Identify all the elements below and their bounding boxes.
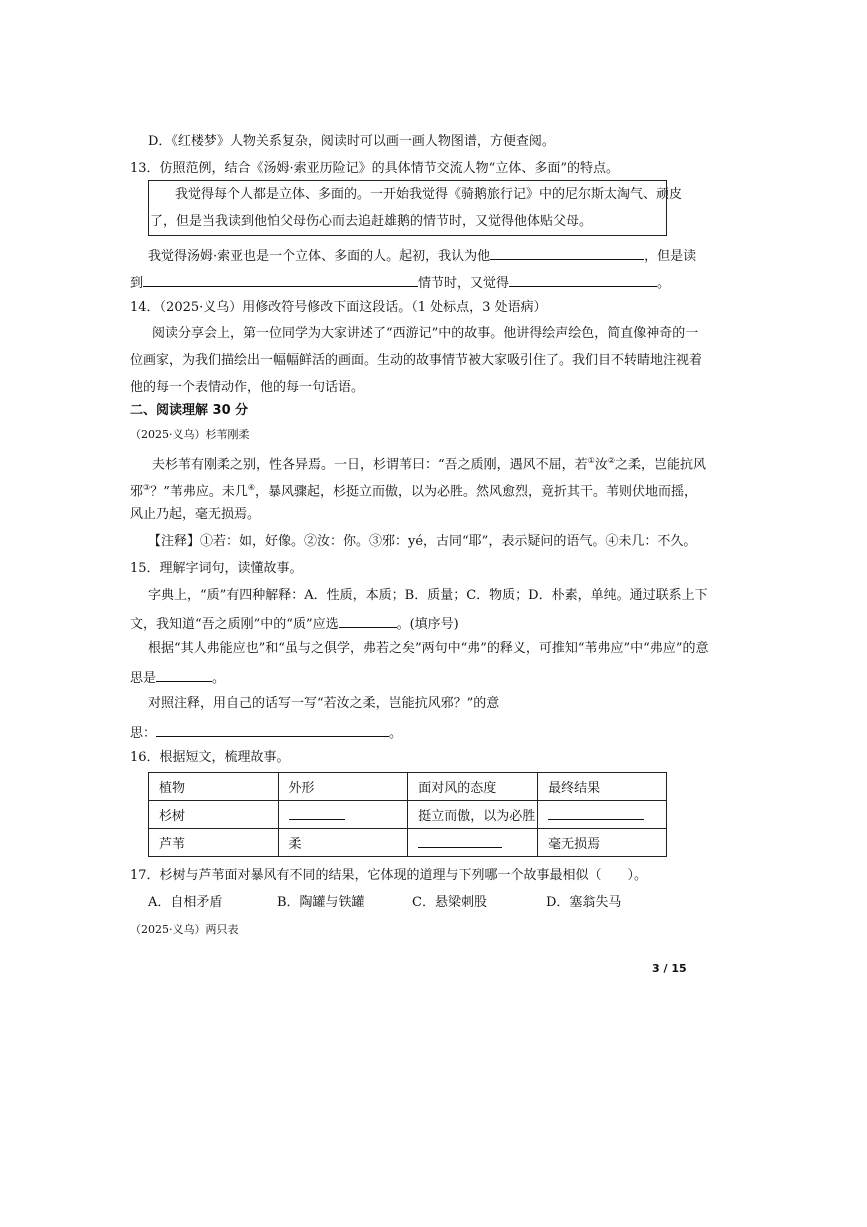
question-15-part-3-line-1: 对照注释，用自己的话写一写“若汝之柔，岂能抗风邪？”的意 bbox=[148, 696, 500, 711]
question-12-option-d: D．《红楼梦》人物关系复杂，阅读时可以画一画人物图谱，方便查阅。 bbox=[148, 134, 555, 149]
table-cell: 毫无损焉 bbox=[538, 829, 667, 857]
table-cell: 挺立而傲，以为必胜 bbox=[408, 801, 538, 829]
passage-text: 之柔，岂能抗风 bbox=[615, 457, 707, 473]
answer-blank-result[interactable] bbox=[548, 805, 644, 820]
table-blank-cell[interactable] bbox=[408, 829, 538, 857]
question-14-stem: 14．（2025·义乌）用修改符号修改下面这段话。（1 处标点，3 处语病） bbox=[130, 300, 547, 315]
table-cell: 柔 bbox=[278, 829, 408, 857]
answer-blank-attitude[interactable] bbox=[418, 833, 502, 848]
question-16-stem: 16．根据短文，梳理故事。 bbox=[130, 750, 290, 765]
answer-blank-1[interactable] bbox=[490, 245, 644, 260]
answer-blank-2[interactable] bbox=[143, 272, 418, 287]
question-15-part-2-line-2 bbox=[130, 667, 225, 688]
passage-text: ，暴风骤起，杉挺立而傲，以为必胜。然风愈烈，竟折其干。苇则伏地而摇， bbox=[255, 484, 698, 500]
footnote-marker: ② bbox=[607, 456, 616, 465]
table-header-cell: 最终结果 bbox=[538, 773, 667, 801]
answer-text: 我觉得汤姆·索亚也是一个立体、多面的人。起初，我认为他 bbox=[148, 249, 491, 264]
answer-blank-shape[interactable] bbox=[289, 805, 345, 820]
question-text: 文，我知道“吾之质刚”中的“质”应选 bbox=[130, 617, 339, 632]
footnote-marker: ④ bbox=[247, 483, 256, 492]
passage-source: （2025·义乌）杉苇刚柔 bbox=[130, 428, 250, 441]
footnote-marker: ③ bbox=[143, 483, 151, 492]
question-14-paragraph-line-2: 位画家，为我们描绘出一幅幅鲜活的画面。生动的故事情节被大家吸引住了。我们目不转睛地注视着 bbox=[130, 353, 703, 368]
question-13-answer-line-1 bbox=[148, 245, 696, 266]
question-13-answer-line-2 bbox=[130, 272, 670, 293]
question-17-stem: 17．杉树与芦苇面对暴风有不同的结果，它体现的道理与下列哪一个故事最相似（ ）。 bbox=[130, 868, 648, 883]
table-header-cell: 面对风的态度 bbox=[408, 773, 538, 801]
table-blank-cell[interactable] bbox=[278, 801, 408, 829]
passage-text: 邪 bbox=[130, 484, 144, 500]
question-text: 思是 bbox=[130, 671, 157, 686]
table-cell: 杉树 bbox=[149, 801, 279, 829]
table-row bbox=[149, 829, 667, 857]
example-line-1: 我觉得每个人都是立体、多面的。一开始我觉得《骑鹅旅行记》中的尼尔斯太淘气、顽皮 bbox=[175, 187, 683, 202]
example-line-2: 了，但是当我读到他怕父母伤心而去追赶雄鹅的情节时，又觉得他体贴父母。 bbox=[150, 214, 593, 229]
question-17-option-a[interactable]: A．自相矛盾 bbox=[148, 895, 223, 910]
passage-text: ？”苇弗应。未几 bbox=[150, 484, 248, 500]
question-text: 。(填序号) bbox=[396, 617, 459, 632]
question-text: 。 bbox=[212, 671, 226, 686]
answer-text: 。 bbox=[657, 276, 671, 291]
question-14-paragraph-line-1: 阅读分享会上，第一位同学为大家讲述了“西游记”中的故事。他讲得绘声绘色，简直像神奇的一 bbox=[152, 326, 699, 341]
passage-line-3: 风止乃起，毫无损焉。 bbox=[130, 507, 261, 522]
footnote-marker: ① bbox=[587, 456, 595, 465]
question-text: 。 bbox=[389, 726, 403, 741]
next-passage-source: （2025·义乌）两只表 bbox=[130, 923, 239, 936]
question-14-paragraph-line-3: 他的每一个表情动作，他的每一句话语。 bbox=[130, 380, 365, 395]
answer-blank-choice[interactable] bbox=[339, 613, 397, 628]
question-15-part-2-line-1: 根据“其人弗能应也”和“虽与之俱学，弗若之矣”两句中“弗”的释义，可推知“苇弗应”中“弗应”的意 bbox=[148, 641, 709, 656]
question-15-stem: 15．理解字词句，读懂故事。 bbox=[130, 561, 303, 576]
answer-text: 到 bbox=[130, 276, 144, 291]
answer-blank-3[interactable] bbox=[509, 272, 657, 287]
question-17-option-b[interactable]: B．陶罐与铁罐 bbox=[277, 895, 365, 910]
question-17-option-c[interactable]: C．悬梁刺股 bbox=[412, 895, 487, 910]
section-2-heading: 二、阅读理解 30 分 bbox=[130, 403, 249, 418]
passage-text: 汝 bbox=[594, 457, 608, 473]
table-row bbox=[149, 801, 667, 829]
table-header-cell: 外形 bbox=[278, 773, 408, 801]
question-17-option-d[interactable]: D．塞翁失马 bbox=[546, 895, 622, 910]
answer-blank-meaning[interactable] bbox=[156, 667, 212, 682]
question-15-part-1-line-1: 字典上，“质”有四种解释：A．性质，本质；B．质量；C．物质；D．朴素，单纯。通过联系上下 bbox=[148, 588, 708, 603]
table-header-row bbox=[149, 773, 667, 801]
passage-line-1 bbox=[152, 452, 706, 474]
page-number: 3 / 15 bbox=[652, 962, 687, 975]
table-header-cell: 植物 bbox=[149, 773, 279, 801]
answer-blank-translation[interactable] bbox=[156, 722, 389, 737]
answer-text: ，但是读 bbox=[644, 249, 697, 264]
passage-text: 夫杉苇有刚柔之别，性各异焉。一日，杉谓苇曰：“吾之质刚，遇风不屈，若 bbox=[152, 457, 588, 473]
question-15-part-3-line-2 bbox=[130, 722, 402, 743]
question-15-part-1-line-2 bbox=[130, 613, 459, 634]
table-cell: 芦苇 bbox=[149, 829, 279, 857]
passage-note: 【注释】①若：如，好像。②汝：你。③邪：yé，古同“耶”，表示疑问的语气。④未几：不久。 bbox=[148, 534, 697, 549]
question-13-stem: 13．仿照范例，结合《汤姆·索亚历险记》的具体情节交流人物“立体、多面”的特点。 bbox=[130, 161, 619, 176]
table-blank-cell[interactable] bbox=[538, 801, 667, 829]
answer-text: 情节时，又觉得 bbox=[418, 276, 510, 291]
question-text: 思： bbox=[130, 726, 157, 741]
passage-line-2 bbox=[130, 479, 697, 501]
story-table bbox=[148, 772, 667, 857]
